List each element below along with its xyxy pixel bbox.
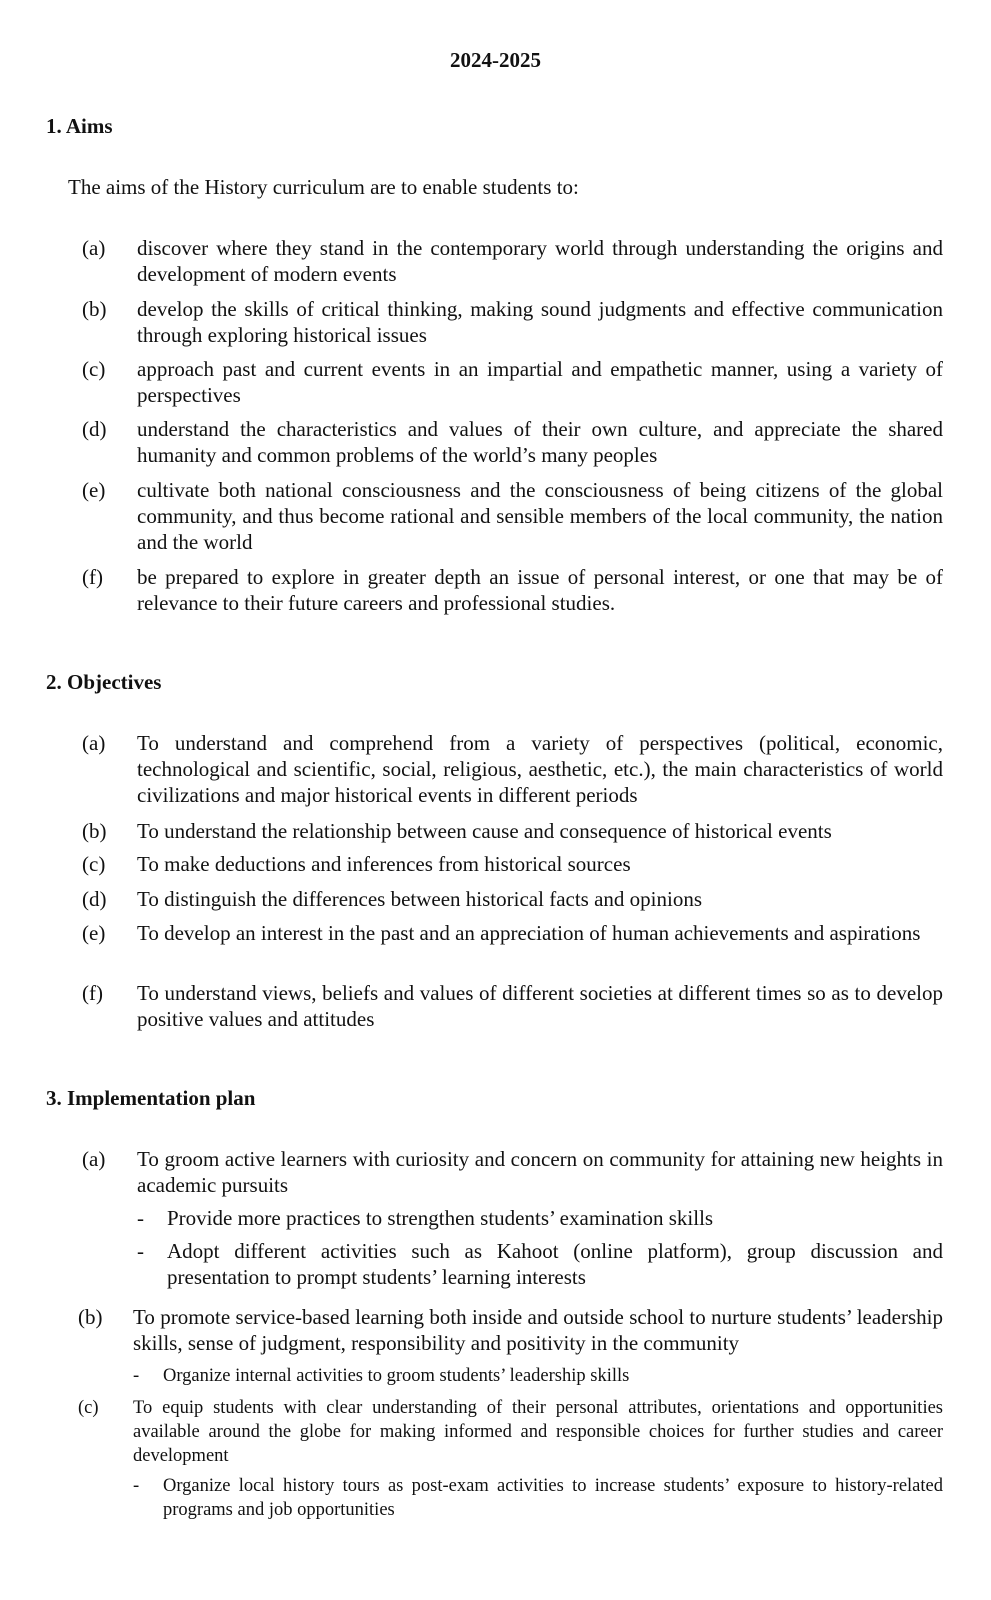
objectives-item: [82, 851, 943, 877]
aims-item: [82, 564, 943, 616]
item-label: (a): [82, 236, 106, 260]
item-label: (c): [82, 852, 106, 876]
item-label: (a): [82, 731, 106, 755]
item-label: (b): [82, 297, 107, 321]
item-label: (b): [82, 819, 107, 843]
item-label: (a): [82, 1147, 106, 1171]
objectives-item: [82, 920, 943, 946]
item-text: To make deductions and inferences from historical sources: [137, 852, 631, 876]
bullet-dash: -: [137, 1239, 144, 1263]
item-text: approach past and current events in an impartial and empathetic manner, using a variety of perspectives: [137, 357, 943, 407]
objectives-item: [82, 730, 943, 808]
item-text: To understand the relationship between cause and consequence of historical events: [137, 819, 832, 843]
item-text: develop the skills of critical thinking, making sound judgments and effective communication through exploring historical issues: [137, 297, 943, 347]
plan-item: [82, 1146, 943, 1198]
item-label: (c): [78, 1398, 99, 1418]
item-text: To understand views, beliefs and values of different societies at different times so as to develop positive values and attitudes: [137, 981, 943, 1031]
aims-item: [82, 416, 943, 468]
objectives-item: [82, 886, 943, 912]
bullet-dash: -: [133, 1476, 140, 1496]
aims-item: [82, 296, 943, 348]
item-text: To groom active learners with curiosity and concern on community for attaining new heights in academic pursuits: [137, 1147, 943, 1197]
item-label: (c): [82, 357, 106, 381]
plan-sub-item: [137, 1205, 943, 1231]
item-text: be prepared to explore in greater depth an issue of personal interest, or one that may be of relevance to their future careers and professional studies.: [137, 565, 943, 615]
item-label: (f): [82, 981, 103, 1005]
section-heading-aims: 1. Aims: [46, 114, 113, 138]
sub-item-text: Provide more practices to strengthen students’ examination skills: [167, 1206, 714, 1230]
item-label: (b): [78, 1305, 103, 1329]
plan-sub-item: [133, 1474, 943, 1522]
plan-sub-item: [133, 1364, 943, 1388]
sub-item-text: Organize local history tours as post-exam activities to increase students’ exposure to history-related programs and job opportunities: [163, 1476, 943, 1520]
section-heading-objectives: 2. Objectives: [46, 670, 162, 694]
plan-sub-item: [137, 1238, 943, 1290]
item-text: understand the characteristics and values of their own culture, and appreciate the shared humanity and common problems of the world’s many peoples: [137, 417, 943, 467]
item-text: To promote service-based learning both inside and outside school to nurture students’ leadership skills, sense of judgment, responsibility and positivity in the community: [133, 1305, 943, 1355]
item-text: To equip students with clear understanding of their personal attributes, orientations and opportunities available around the globe for making informed and responsible choices for further studies and career development: [133, 1398, 943, 1466]
objectives-item: [82, 980, 943, 1032]
plan-item: [78, 1396, 943, 1468]
item-text: To understand and comprehend from a variety of perspectives (political, economic, technological and scientific, social, religious, aesthetic, etc.), the main characteristics of world civilizations and major historical events in different periods: [137, 731, 943, 807]
item-label: (e): [82, 921, 106, 945]
plan-item: [78, 1304, 943, 1356]
item-text: cultivate both national consciousness and the consciousness of being citizens of the global community, and thus become rational and sensible members of the local community, the nation and the world: [137, 478, 943, 554]
section-heading-implementation-plan: 3. Implementation plan: [46, 1086, 256, 1110]
sub-item-text: Organize internal activities to groom students’ leadership skills: [163, 1366, 630, 1386]
item-label: (d): [82, 417, 107, 441]
item-label: (f): [82, 565, 103, 589]
aims-item: [82, 235, 943, 287]
item-label: (d): [82, 887, 107, 911]
aims-item: [82, 356, 943, 408]
bullet-dash: -: [133, 1366, 140, 1386]
sub-item-text: Adopt different activities such as Kahoot (online platform), group discussion and presentation to prompt students’ learning interests: [167, 1239, 943, 1289]
aims-intro: The aims of the History curriculum are to enable students to:: [68, 175, 579, 199]
objectives-item: [82, 818, 943, 844]
document-title: 2024-2025: [450, 48, 541, 72]
item-text: To develop an interest in the past and an appreciation of human achievements and aspirations: [137, 921, 921, 945]
item-text: discover where they stand in the contemporary world through understanding the origins and development of modern events: [137, 236, 943, 286]
bullet-dash: -: [137, 1206, 144, 1230]
item-label: (e): [82, 478, 106, 502]
item-text: To distinguish the differences between historical facts and opinions: [137, 887, 703, 911]
aims-item: [82, 477, 943, 555]
